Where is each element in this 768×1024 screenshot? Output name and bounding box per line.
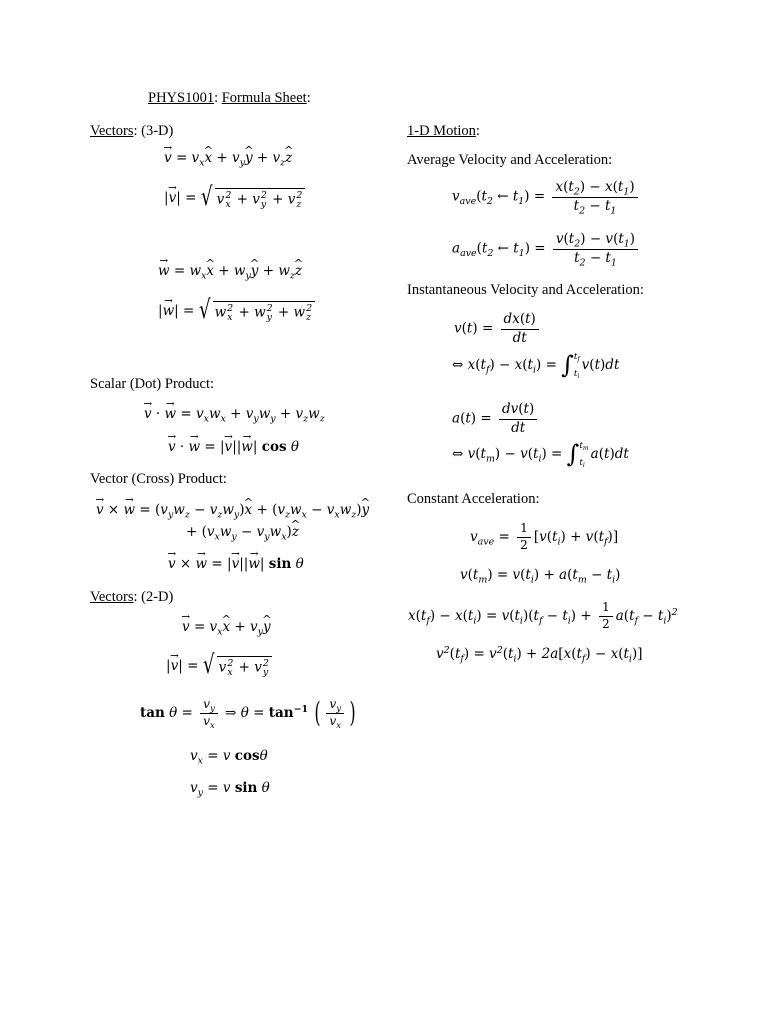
ave-subscript: ave — [459, 195, 477, 207]
inverse-exponent: −1 — [293, 703, 309, 715]
equation-tan-angle: tan θ = $\frac{v_y}{v_x}$ ⇒ $\theta = \tan^{-1}$ ( $\frac{v_y}{v_x}$ ) — [140, 696, 356, 731]
half-numerator: 1 — [517, 522, 531, 538]
page-title — [148, 90, 311, 107]
equation-v-2d-magnitude: |v →| = √ v 2 x + v 2 y — [166, 656, 272, 677]
heading-1d-motion — [407, 123, 480, 140]
equation-constant-position: $x(t_f) - x(t_i) = v(t_i)(t_f - t_i)$ + $\frac{1}{2}$ $a(t_f - t_i)^2$ — [408, 600, 678, 631]
equation-cross-components-line1: v → × w → = $(v_yw_z - v_zw_y)x$ ^ + $(v_zw_x - v_xw_z)y$ ^ — [96, 502, 369, 518]
equation-v-magnitude: |v →| = √ v 2 x + v 2 y + v 2 z — [164, 188, 305, 209]
heading-vectors-2d — [90, 589, 173, 606]
equation-vx: $v_x = v$ cosθ — [190, 748, 268, 767]
motion-suffix: : — [475, 123, 480, 139]
equation-w-components: w → = $w_xx$ ^ + $w_yy$ ^ + $w_zz$ ^ — [158, 263, 302, 279]
equation-velocity-integral: ⇔ $v(t_m) - v(t_i)$ = ∫ $t_m$ $t_i$ a(t)dt — [452, 439, 629, 469]
equation-average-velocity: $v_{ave}(t_2$ ← $t_1$) = $\frac{x(t_2) - x(t_1)}{t_2 - t_1}$ — [452, 180, 641, 214]
equation-average-acceleration: $a_{ave}(t_2$ ← $t_1$) = $\frac{v(t_2) - v(t_1)}{t_2 - t_1}$ — [452, 232, 641, 266]
sheet-title: Formula Sheet — [221, 90, 307, 106]
ave-subscript-3: ave — [477, 536, 495, 548]
equation-v-components: v → = $v_xx$ ^ + $v_yy$ ^ + $v_zz$ ^ — [164, 150, 292, 166]
cos-fn-2: cos — [234, 748, 260, 764]
motion-label: 1-D Motion — [407, 123, 476, 139]
half-numerator-2: 1 — [599, 601, 613, 617]
half-denominator-2: 2 — [601, 616, 610, 631]
sin-fn-2: sin — [234, 780, 258, 796]
ave-subscript-2: ave — [460, 247, 477, 259]
vectors-3d-label: Vectors — [90, 123, 134, 139]
equation-velocity-derivative: v(t) = $\frac{dx(t)}{dt}$ — [454, 312, 542, 346]
equation-cross-components-line2: + $(v_xw_y - v_yw_x)z$ ^ — [186, 524, 299, 540]
tan-fn: tan — [140, 704, 165, 721]
heading-instantaneous: Instantaneous Velocity and Acceleration: — [407, 282, 644, 298]
iff-symbol-2: ⇔ — [452, 446, 464, 463]
heading-scalar-product: Scalar (Dot) Product: — [90, 376, 215, 392]
course-code: PHYS1001 — [148, 90, 215, 106]
equation-constant-velocity: $v(t_m) = v(t_i) + a(t_m - t_i)$ — [460, 567, 621, 586]
tan-fn-inverse: tan — [268, 704, 294, 721]
equation-v-2d-components: v → = $v_xx$ ^ + $v_yy$ ^ — [182, 619, 271, 635]
equation-constant-velocity-squared: $v^2(t_f) = v^2(t_i) + 2a[x(t_f) - x(t_i)]$ — [436, 644, 643, 665]
vectors-3d-suffix: : (3-D) — [133, 123, 174, 139]
half-denominator: 2 — [520, 537, 528, 552]
equation-dot-components: v → · w → = $v_xw_x + v_yw_y + v_zw_z$ — [144, 406, 325, 422]
heading-vectors-3d — [90, 123, 173, 140]
equation-vy: $v_y = v$ sin θ — [190, 780, 270, 799]
title-colon-2: : — [306, 90, 311, 106]
equation-acceleration-derivative: a(t) = $\frac{dv(t)}{dt}$ — [452, 402, 540, 436]
heading-vector-product: Vector (Cross) Product: — [90, 471, 227, 487]
cos-fn: cos — [261, 439, 287, 455]
heading-average: Average Velocity and Acceleration: — [407, 152, 613, 168]
title-colon: : — [214, 90, 219, 106]
equation-w-magnitude: |w →| = √ w 2 x + w 2 y + w 2 z — [158, 301, 315, 322]
equation-dot-angle: v → · w → = |v →||w →| cos θ — [168, 439, 299, 455]
heading-constant-acceleration: Constant Acceleration: — [407, 491, 540, 507]
iff-symbol: ⇔ — [452, 357, 464, 374]
equation-constant-average-velocity: $v_{ave}$ = $\frac{1}{2}$ $[v(t_i) + v(t_f)]$ — [470, 521, 619, 552]
sin-fn: sin — [268, 556, 292, 572]
vectors-2d-suffix: : (2-D) — [133, 589, 174, 605]
equation-position-integral: ⇔ $x(t_f) - x(t_i)$ = ∫ $t_f$ $t_i$ v(t)dt — [452, 350, 620, 380]
vectors-2d-label: Vectors — [90, 589, 134, 605]
equation-cross-angle: v → × w → = |v →||w →| sin θ — [168, 556, 304, 572]
